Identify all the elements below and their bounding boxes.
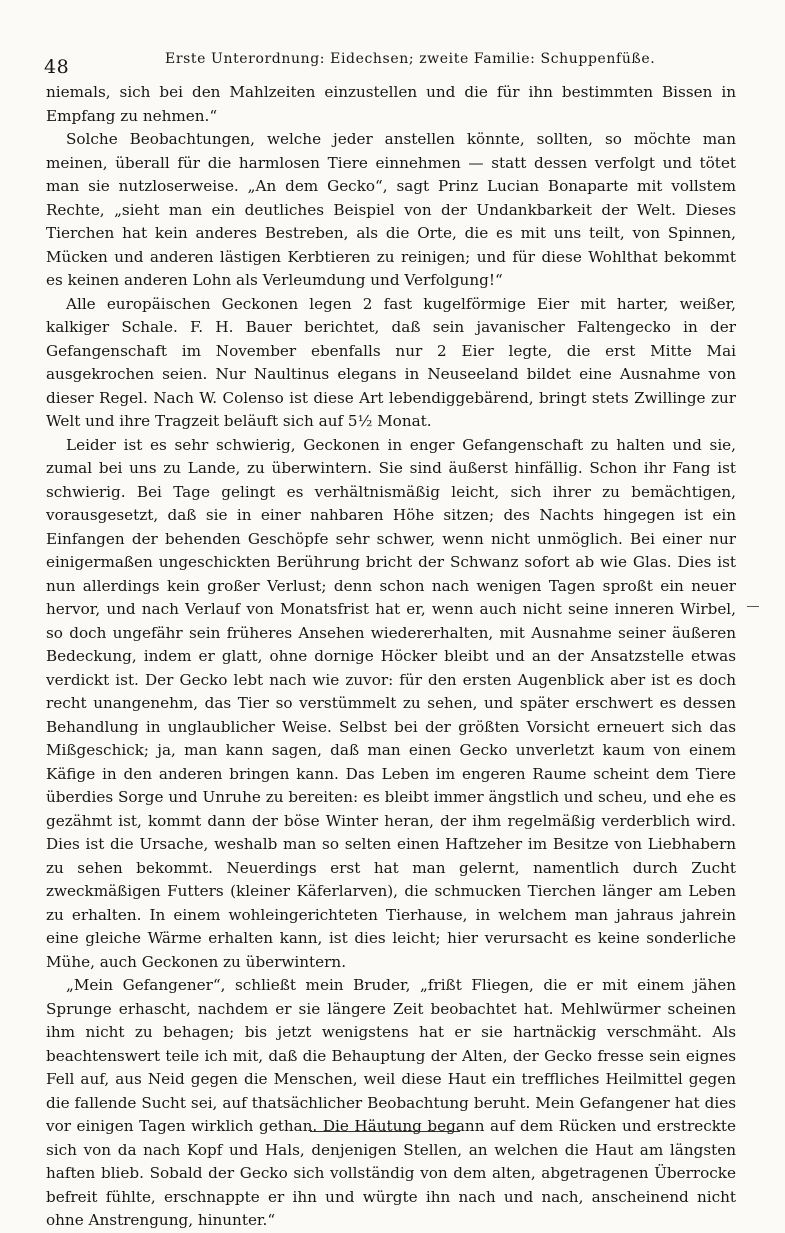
closing-rule — [310, 1131, 460, 1132]
paragraph-eggs: Alle europäischen Geckonen legen 2 fast kugelförmige Eier mit harter, weißer, kalkiger Schale. F. H. Bauer berichtet, daß sein javanischer Faltengecko in der Gefangenschaft im November ebenfalls nur 2 Eier legte, die erst Mitte Mai ausgekrochen seien. Nur Naultinus elegans in Neuseeland bildet eine Ausnahme von dieser Regel. Nach W. Colenso ist diese Art lebendiggebärend, bringt stets Zwillinge zur Welt und ihre Tragzeit beläuft sich auf 5½ Monat. — [46, 294, 736, 430]
page-number: 48 — [44, 56, 70, 78]
paragraph-observations: Solche Beobachtungen, welche jeder anstellen könnte, sollten, so möchte man meinen, überall für die harmlosen Tiere einnehmen — statt dessen verfolgt und tötet man sie nutzloserweise. „An dem Gecko“, sagt Prinz Lucian Bonaparte mit vollstem Rechte, „sieht man ein deutliches Beispiel von der Undankbarkeit der Welt. Dieses Tierchen hat kein anderes Bestreben, als die Orte, die es mit uns teilt, von Spinnen, Mücken und anderen lästigen Kerbtieren zu reinigen; und für diese Wohlthat bekommt es keinen anderen Lohn als Verleumdung und Verfolgung!“ — [46, 130, 736, 289]
margin-mark — [747, 606, 759, 607]
paragraph-quote-brother: „Mein Gefangener“, schließt mein Bruder, „frißt Fliegen, die er mit einem jähen Sprunge erhascht, nachdem er sie längere Zeit beobachtet hat. Mehlwürmer scheinen ihm nicht zu behagen; bis jetzt wenigstens hat er sie hartnäckig verschmäht. Als beachtenswert teile ich mit, daß die Behauptung der Alten, der Gecko fresse sein eignes Fell auf, aus Neid gegen die Menschen, weil diese Haut ein treffliches Heilmittel gegen die fallende Sucht sei, auf thatsächlicher Beobachtung beruht. Mein Gefangener hat dies vor einigen Tagen wirklich gethan. Die Häutung begann auf dem Rücken und erstreckte sich von da nach Kopf und Hals, denjenigen Stellen, an welchen die Haut am längsten haften blieb. Sobald der Gecko sich vollständig von dem alten, abgetragenen Überrocke befreit fühlte, erschnappte er ihn und würgte ihn nach und nach, anscheinend nicht ohne Anstrengung, hinunter.“ — [46, 976, 736, 1229]
paragraph-captivity: Leider ist es sehr schwierig, Geckonen in enger Gefangenschaft zu halten und sie, zumal bei uns zu Lande, zu überwintern. Sie sind äußerst hinfällig. Schon ihr Fang ist schwierig. Bei Tage gelingt es verhältnismäßig leicht, sich ihrer zu bemächtigen, vorausgesetzt, daß sie in einer nahbaren Höhe sitzen; des Nachts hingegen ist ein Einfangen der behenden Geschöpfe sehr schwer, wenn nicht unmöglich. Bei einer nur einigermaßen ungeschickten Berührung bricht der Schwanz sofort ab wie Glas. Dies ist nun allerdings kein großer Verlust; denn schon nach wenigen Tagen sproßt ein neuer hervor, und nach Verlauf von Monatsfrist hat er, wenn auch nicht seine inneren Wirbel, so doch ungefähr sein früheres Ansehen wiedererhalten, mit Ausnahme seiner äußeren Bedeckung, indem er glatt, ohne dornige Höcker bleibt und an der Ansatzstelle etwas verdickt ist. Der Gecko lebt nach wie zuvor: für den ersten Augenblick aber ist es doch recht unangenehm, das Tier so verstümmelt zu sehen, und später erschwert es dessen Behandlung in unglaublicher Weise. Selbst bei der größten Vorsicht erneuert sich das Mißgeschick; ja, man kann sagen, daß man einen Gecko unverletzt kaum von einem Käfige in den anderen bringen kann. Das Leben im engeren Raume scheint dem Tiere überdies Sorge und Unruhe zu bereiten: es bleibt immer ängstlich und scheu, und ehe es gezähmt ist, kommt dann der böse Winter heran, der ihm regelmäßig verderblich wird. Dies ist die Ursache, weshalb man so selten einen Haftzeher im Besitze von Liebhabern zu sehen bekommt. Neuerdings erst hat man gelernt, namentlich durch Zucht zweckmäßigen Futters (kleiner Käferlarven), die schmucken Tierchen länger am Leben zu erhalten. In einem wohleingerichteten Tierhause, in welchem man jahraus jahrein eine gleiche Wärme erhalten kann, ist dies leicht; hier verursacht es keine sonderliche Mühe, auch Geckonen zu überwintern. — [46, 435, 736, 971]
body-text — [46, 81, 736, 1233]
running-head: Erste Unterordnung: Eidechsen; zweite Familie: Schuppenfüße. — [165, 51, 656, 67]
paragraph-continuation: niemals, sich bei den Mahlzeiten einzustellen und die für ihn bestimmten Bissen in Empfang zu nehmen.“ — [46, 83, 736, 125]
